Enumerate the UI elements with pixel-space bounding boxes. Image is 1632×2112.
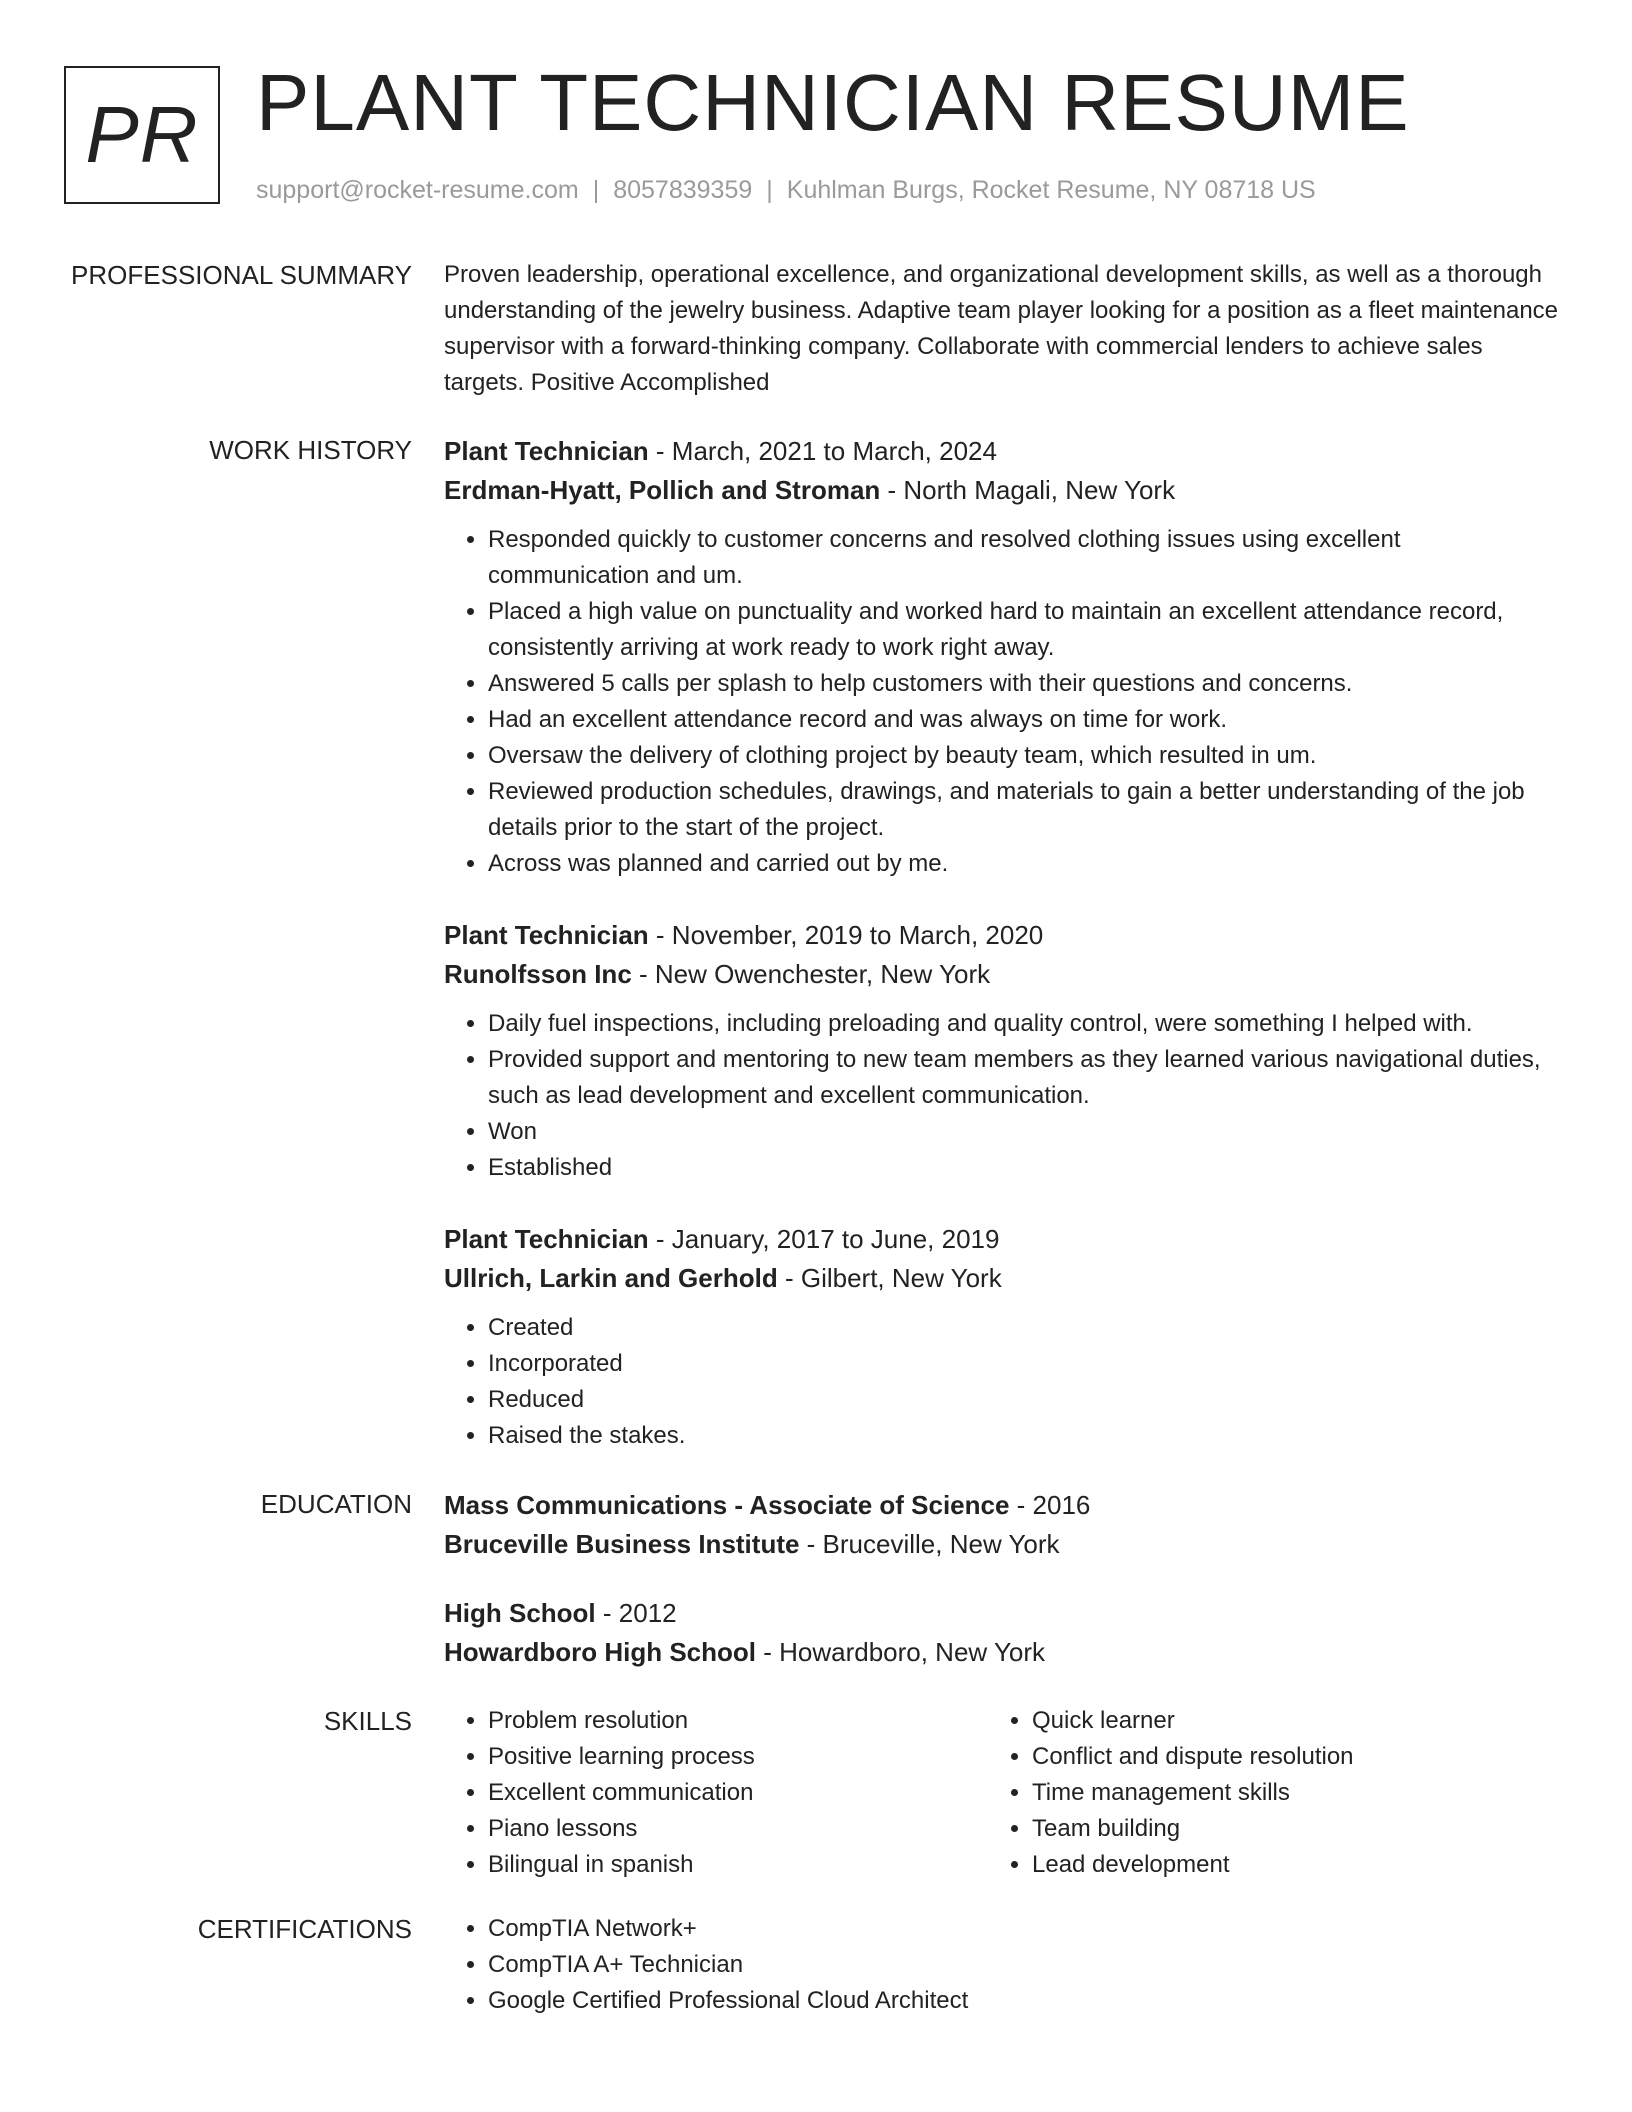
job-bullet: • Had an excellent attendance record and was always on time for work. [488,702,1562,738]
contact-address: Kuhlman Burgs, Rocket Resume, NY 08718 US [786,176,1316,204]
job-company-line [444,471,1562,510]
skill-item: • Excellent communication [488,1775,988,1811]
monogram-box [64,66,220,204]
contact-phone: 8057839359 [613,176,753,204]
education-school-line [444,1633,1562,1672]
education-degree-line [444,1594,1562,1633]
education-degree: High School [444,1598,596,1628]
job-dates: - March, 2021 to March, 2024 [648,436,997,466]
job-bullets [444,1006,1562,1186]
work-body [444,432,1562,1488]
job-company: Ullrich, Larkin and Gerhold [444,1263,778,1293]
contact-separator: | [592,176,600,204]
certification-item: • CompTIA Network+ [488,1911,1562,1947]
education-degree-line [444,1486,1562,1525]
job-bullet: • Across was planned and carried out by me. [488,846,1562,882]
job-bullet: • Established [488,1150,1562,1186]
job-entry [444,432,1562,882]
certifications-body [444,1911,1562,2019]
job-location: - Gilbert, New York [777,1263,1002,1293]
education-school: Howardboro High School [444,1637,756,1667]
job-company-line [444,955,1562,994]
job-title: Plant Technician [444,920,649,950]
job-dates: - January, 2017 to June, 2019 [648,1224,1000,1254]
monogram-initials: PR [85,90,199,179]
job-company: Runolfsson Inc [444,959,632,989]
education-school: Bruceville Business Institute [444,1529,800,1559]
section-label-certifications: CERTIFICATIONS [197,1914,412,1944]
contact-line [256,174,1316,206]
section-label-skills: SKILLS [323,1706,412,1736]
job-location: - North Magali, New York [880,475,1176,505]
job-entry [444,916,1562,1186]
education-year: - 2016 [1009,1490,1091,1520]
skill-item: • Piano lessons [488,1811,988,1847]
job-title-line [444,1220,1562,1259]
skills-column-1 [444,1703,988,1883]
job-bullets [444,522,1562,882]
skill-item: • Lead development [1032,1847,1532,1883]
job-title-line [444,432,1562,471]
certifications-list [444,1911,1562,2019]
skills-grid [444,1703,1562,1883]
education-year: - 2012 [595,1598,677,1628]
job-company-line [444,1259,1562,1298]
education-degree: Mass Communications - Associate of Science [444,1490,1010,1520]
section-label-education: EDUCATION [260,1489,412,1519]
job-bullet: • Answered 5 calls per splash to help customers with their questions and concerns. [488,666,1562,702]
section-label-summary: PROFESSIONAL SUMMARY [71,260,412,290]
skills-body [444,1703,1562,1883]
certification-item: • CompTIA A+ Technician [488,1947,1562,1983]
summary-text: Proven leadership, operational excellence, and organizational development skills, as well as a thorough understanding of the jewelry business. Adaptive team player looking for a position as a fleet maintenance supervisor with a forward-thinking company. Collaborate with commercial lenders to achieve sales targets. Positive Accomplished [444,261,1559,396]
contact-email: support@rocket-resume.com [256,176,579,204]
job-bullet: • Created [488,1310,1562,1346]
education-entry [444,1486,1562,1564]
job-company: Erdman-Hyatt, Pollich and Stroman [444,475,881,505]
job-entry [444,1220,1562,1454]
job-bullets [444,1310,1562,1454]
skill-item: • Conflict and dispute resolution [1032,1739,1532,1775]
skill-item: • Bilingual in spanish [488,1847,988,1883]
certification-item: • Google Certified Professional Cloud Architect [488,1983,1562,2019]
job-title-line [444,916,1562,955]
contact-separator: | [766,176,773,204]
skills-column-2 [988,1703,1532,1883]
job-location: - New Owenchester, New York [631,959,991,989]
skill-item: • Problem resolution [488,1703,988,1739]
resume-title: PLANT TECHNICIAN RESUME [256,58,1410,147]
job-dates: - November, 2019 to March, 2020 [648,920,1044,950]
skill-item: • Time management skills [1032,1775,1532,1811]
education-location: - Howardboro, New York [756,1637,1046,1667]
job-bullet: • Placed a high value on punctuality and worked hard to maintain an excellent attendance record, consistently arriving at work ready to work right away. [488,594,1562,666]
skill-item: • Quick learner [1032,1703,1532,1739]
education-entry [444,1594,1562,1672]
job-bullet: • Provided support and mentoring to new team members as they learned various navigational duties, such as lead development and excellent communication. [488,1042,1562,1114]
section-label-work: WORK HISTORY [209,435,412,465]
job-title: Plant Technician [444,1224,649,1254]
job-bullet: • Reviewed production schedules, drawings, and materials to gain a better understanding of the job details prior to the start of the project. [488,774,1562,846]
job-bullet: • Responded quickly to customer concerns and resolved clothing issues using excellent communication and um. [488,522,1562,594]
job-bullet: • Incorporated [488,1346,1562,1382]
education-school-line [444,1525,1562,1564]
job-title: Plant Technician [444,436,649,466]
job-bullet: • Raised the stakes. [488,1418,1562,1454]
education-body [444,1486,1562,1702]
skill-item: • Team building [1032,1811,1532,1847]
job-bullet: • Oversaw the delivery of clothing project by beauty team, which resulted in um. [488,738,1562,774]
skill-item: • Positive learning process [488,1739,988,1775]
job-bullet: • Won [488,1114,1562,1150]
summary-body [444,257,1562,401]
job-bullet: • Reduced [488,1382,1562,1418]
education-location: - Bruceville, New York [799,1529,1060,1559]
job-bullet: • Daily fuel inspections, including preloading and quality control, were something I helped with. [488,1006,1562,1042]
